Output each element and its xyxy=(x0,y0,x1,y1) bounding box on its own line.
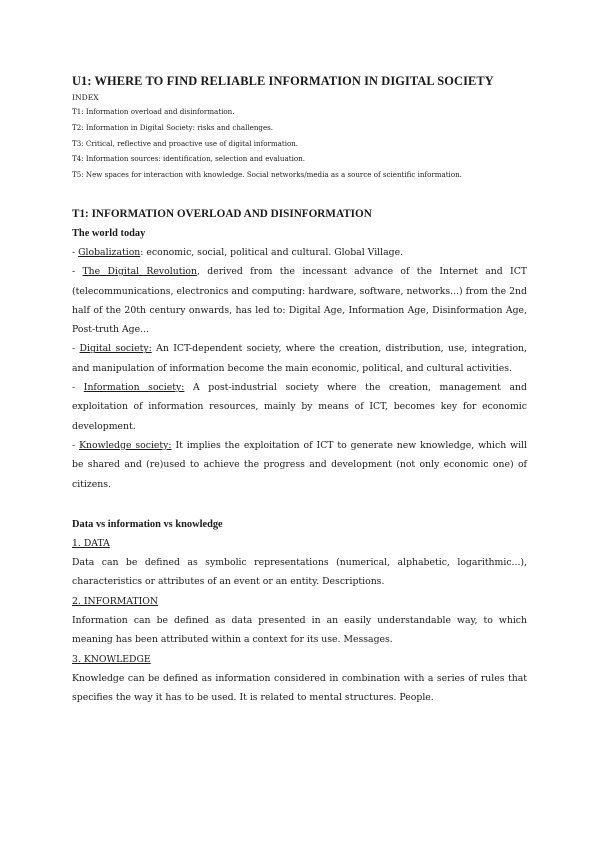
index-item: T5: New spaces for interaction with knowledge. Social networks/media as a source of scientific information. xyxy=(72,170,462,180)
bullet-prefix: - xyxy=(72,439,80,451)
data-label: 1. DATA xyxy=(72,537,110,549)
document-page xyxy=(72,72,527,708)
paragraph-text: : economic, social, political and cultural. Global Village. xyxy=(140,246,404,258)
bullet-prefix: - xyxy=(72,266,83,278)
digital-revolution-paragraph xyxy=(72,262,527,339)
paragraph-text: It implies the exploitation of ICT to generate new knowledge, which will be shared and (re)used to achieve the progress and development (not only economic one) of citizens. xyxy=(72,439,527,490)
paragraph-text: An ICT-dependent society, where the creation, distribution, use, integration, and manipulation of information become the main economic, political, and cultural activities. xyxy=(72,343,527,374)
index-heading: INDEX xyxy=(72,93,99,102)
term-knowledge-society: Knowledge society: xyxy=(79,439,172,451)
document-title: U1: WHERE TO FIND RELIABLE INFORMATION IN DIGITAL SOCIETY xyxy=(72,74,494,88)
paragraph-text: , derived from the incessant advance of the Internet and ICT (telecommunications, electronics and computing: hardware, software, networks...) from the 2nd half of the 20th century onwards, has led to: Digital Age, Information Age, Disinformation Age, Post-truth Age... xyxy=(72,266,528,336)
index-item: T4: Information sources: identification, selection and evaluation. xyxy=(72,154,305,164)
dik-heading: Data vs information vs knowledge xyxy=(72,518,223,530)
knowledge-society-paragraph xyxy=(72,436,527,494)
bullet-prefix: - xyxy=(72,382,84,394)
knowledge-paragraph: Knowledge can be defined as information considered in combination with a series of rules that specifies the way it has to be used. It is related to mental structures. People. xyxy=(72,672,527,704)
spacer xyxy=(72,494,527,512)
term-digital-society: Digital society: xyxy=(79,343,152,355)
information-society-paragraph xyxy=(72,378,527,436)
data-paragraph: Data can be defined as symbolic representations (numerical, alphabetic, logarithmic...), characteristics or attributes of an event or an entity. Descriptions. xyxy=(72,557,527,588)
globalization-paragraph xyxy=(72,243,527,262)
digital-society-paragraph xyxy=(72,339,527,378)
information-label: 2. INFORMATION xyxy=(72,595,159,607)
term-information-society: Information society: xyxy=(83,382,185,394)
index-item: T3: Critical, reflective and proactive use of digital information. xyxy=(72,138,299,148)
term-digital-revolution: The Digital Revolution xyxy=(82,266,198,278)
world-today-heading: The world today xyxy=(72,227,146,239)
paragraph-text: A post-industrial society where the creation, management and exploitation of information resources, mainly by means of ICT, becomes key for economic development. xyxy=(72,382,527,432)
index-list xyxy=(72,104,527,183)
bullet-prefix: - xyxy=(72,343,80,355)
information-paragraph: Information can be defined as data presented in an easily understandable way, to which meaning has been attributed within a context for its use. Messages. xyxy=(72,615,527,646)
index-item: T2: Information in Digital Society: risks and challenges. xyxy=(72,122,274,132)
term-globalization: Globalization xyxy=(78,246,141,258)
knowledge-label: 3. KNOWLEDGE xyxy=(72,653,151,665)
bullet-prefix: - xyxy=(72,246,79,258)
index-item: T1: Information overload and disinformation. xyxy=(72,107,235,116)
section-title-t1: T1: INFORMATION OVERLOAD AND DISINFORMATION xyxy=(72,207,372,220)
